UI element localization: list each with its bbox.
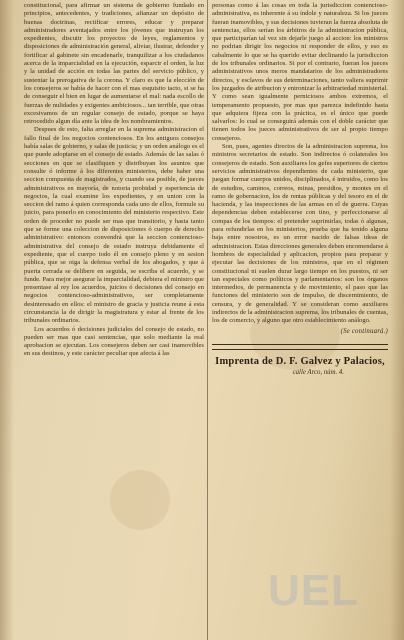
right-paragraph-2: Son, pues, agentes directos de la administracion suprema, los ministros secretarios de estado. Son indirectos ó colaterales los consejeros de estado. Son auxiliares los gefes superiores de ciertos servicios administrativos dependientes de cada ministerio, que juegan formar cuerpos unidos, disciplinados, é intruidos, como los de estudios, caminos, correos, minas, presidios, y montes en el ramo de gobernacion, los de rentas públicas y del tesoro en el de hacienda, y las inspecciones de las armas en el de guerra. Cuyas dependencias deben establecerse con tino, y perfeccionarse al compas de los tiempos: el pretender suprimirlas, todas ó algunas, para refundirlas en los ministerios, prueba que ha tenido alguna baja entre nosotros, es un error nacido de falsas ideas de administracion. Estas direcciones generales deben encomendarse á hombres de especialidad y aplicacion, propios para preparar y ejecutar las decisiones de los ministros, que en el régimen constitucional ni suelen durar largo tiempo en los puestos, ni ser tan especiales como políticos y parlamentarios: son los órganos intermedios, de permanencia y de movimiento, el paso que las funciones del ministerio son de impulso, de discernimiento, de censura, y de generalidad. Y se consideran como auxiliares indirectos de la administracion suprema, los tribunales de cuentas, los de comercio, y alguno que otro establecimiento análogo. <box>212 143 388 325</box>
right-column <box>212 0 388 640</box>
left-paragraph-1: constitucional, para afirmar un sistema de gobierno fundado en principios, antecedentes, y tradiciones, afianzar un depósito de buenas doctrinas, rectificar errores, educar y preparar administradores aventajados entre los jóvenes que instruyan los expedientes, discutir los proyectos de leyes, reglamentos y disposiciones de administración general, aliviar, ilustrar, defender y fortificar al gabinete sin encadenarle, tranquilizar a los ciudadanos acerca de la imparcialidad en la ejecución, esparcir el orden, la luz y la unidad de acción en todas las partes del servicio público, y sustentar la prerogativa de la corona. Y claro es que la elección de los consejeros se había de hacer con el mas esquisito tacto, si se ha de conseguir el bien en lugar de aumentarse el mal: nada escollo de fuerzas de nulidades y exigentes ambiciosos... tan terrible, que otras excesivamos de un regular consejo de estado, porque se haya retrocedido algun día ante la idea de los nombramientos. <box>24 2 204 126</box>
page-edge-shadow-right <box>390 0 404 640</box>
library-watermark: UEL <box>268 566 359 615</box>
left-column <box>24 0 204 640</box>
continued-note: (Se continuará.) <box>340 327 388 335</box>
left-paragraph-3: Los acuerdos ó decisiones judiciales del consejo de estado, no pueden ser mas que casi sentencias, que solo mediante la real aprobacion se ejecutan. Los consejeros deben ser casi inamovibles en sus destinos, y este carácter peculiar que afecta á las <box>24 325 204 358</box>
double-rule-divider <box>212 344 388 350</box>
printer-address: calle Arco, núm. 4. <box>292 368 344 376</box>
column-divider <box>207 0 208 640</box>
left-paragraph-2: Despues de esto, falta arreglar en la suprema administracion el fallo final de los negocios contenciosos. En los antiguos consejos había salas de gobierno, y salas de justicia; y un orden análogo es el que puede adoptarse en el consejo de estado. Además de las salas ó secciones en que se clasifiquen y distribuyan los asuntos que consulte ó informe á los diferentes ministerios, debe haber una seccion compuesta de magistrados, y cuando sea posible, de jueces administrativos en mayoría, de notoria probidad y esperiencia de negocios, la cual examine los expedientes, y en union con la seccion del ramo á quien corresponda cada uno de ellos, formule su juicio, para ponerlo en conocimiento del ministerio respectivo. Este orden de proceder no puede ser mas que transitorio, y hasta tanto que se forme una coleccion de disposiciones ó cuerpo de derecho administrativo: entonces convendrá que la seccion contencioso-administrativa del consejo de estado instruya debidamente el expediente, que el cuerpo todo él en consejo pleno y en sesion pública, que se oiga la defensa verbal de los abogados, y que á puerta cerrada se delibere en seguida, se escriba el acuerdo, y se funde. Para mejor asegurar la imparcialidad, debiera el ministro que presentase al rey los acuerdos, juicios ó decisiones del consejo en negocios contencioso-administrativos, ser completamente desinteresado en ellos: el ministro de gracia y justicia reune á esta circunstancia la de dirigir la magistratura y estar al frente de los tribunales ordinarios. <box>24 126 204 325</box>
page-edge-shadow-left <box>0 0 14 640</box>
right-paragraph-1: personas como á las cosas en toda la jurisdiccion contencioso-administrativa, es inherente á su índole y naturaleza. Si los jueces fueran inamovibles, y sus decisiones tuvieran la fuerza absoluta de sentencias, ellos serían los árbitros de la administracion pública, que participarían tal vez sin dejarle juego al accion: los ministros no podrian dirigir los negocios ni responder de ellos, y eso es cabalmente lo que se ha querido evitar declinando la jurisdiccion de los tribunales ordinarios. Si por el contrario, fueran los jueces administrativos unos meros mandatarios de los administradores directos, y esclavos de sus determinaciones, tanto valiera suprimir los juzgados de atribucion y entronizar la arbitrariedad ministerial. Y como sean igualmente perniciosos ambos extremos, el temperamento propuesto, por mas que parezca indefinido hasta que adquiera fijeza con la práctica, es el único que puede salvarlos: lo cual se conseguirá además con el doble carácter que tienen todos los jueces administrativos de ser al propio tiempo consejeros. <box>212 2 388 142</box>
printer-imprint: Imprenta de D. F. Galvez y Palacios, <box>215 355 385 367</box>
